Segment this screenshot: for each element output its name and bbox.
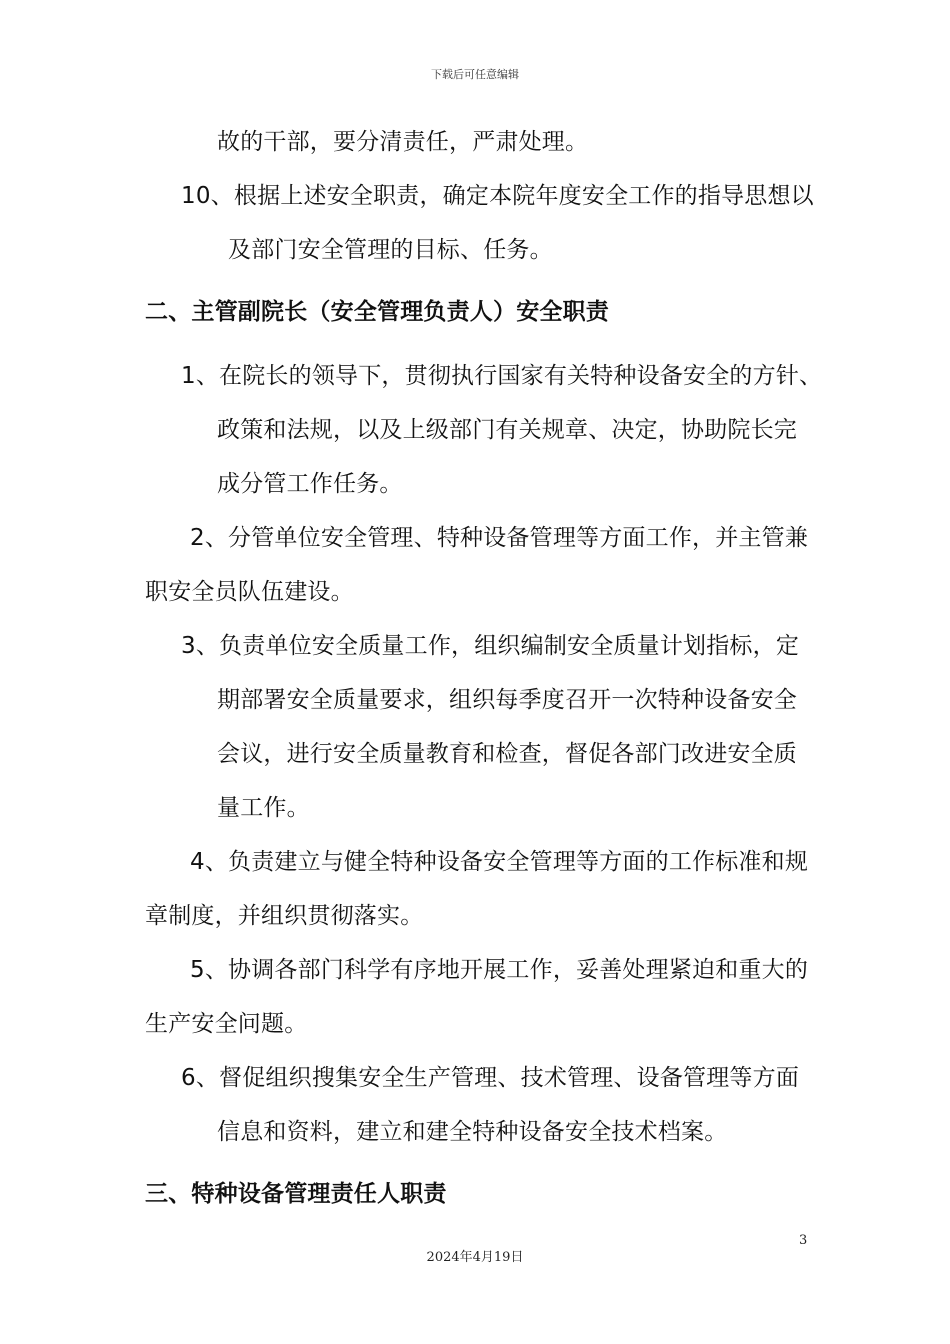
body-line: 政策和法规，以及上级部门有关规章、决定，协助院长完 — [217, 417, 797, 443]
body-line: 生产安全问题。 — [145, 1011, 308, 1037]
body-line: 会议，进行安全质量教育和检查，督促各部门改进安全质 — [217, 741, 797, 767]
page-footer-date: 2024年4月19日 — [426, 1250, 524, 1265]
body-line: 成分管工作任务。 — [217, 471, 403, 497]
body-line: 职安全员队伍建设。 — [145, 579, 354, 605]
body-line: 期部署安全质量要求，组织每季度召开一次特种设备安全 — [217, 687, 797, 713]
body-line: 信息和资料，建立和建全特种设备安全技术档案。 — [217, 1119, 728, 1145]
list-item-6: 6、督促组织搜集安全生产管理、技术管理、设备管理等方面 — [181, 1065, 800, 1091]
body-line: 量工作。 — [217, 795, 310, 821]
section-heading-3: 三、特种设备管理责任人职责 — [145, 1181, 447, 1207]
body-line: 章制度，并组织贯彻落实。 — [145, 903, 424, 929]
list-item-2: 2、分管单位安全管理、特种设备管理等方面工作，并主管兼 — [190, 525, 809, 551]
page-number: 3 — [799, 1233, 808, 1248]
body-line: 及部门安全管理的目标、任务。 — [228, 237, 553, 263]
page-header: 下载后可任意编辑 — [431, 68, 519, 81]
list-item-3: 3、负责单位安全质量工作，组织编制安全质量计划指标，定 — [181, 633, 800, 659]
body-line: 故的干部，要分清责任，严肃处理。 — [217, 129, 589, 155]
list-item-1: 1、在院长的领导下，贯彻执行国家有关特种设备安全的方针、 — [181, 363, 823, 389]
section-heading-2: 二、主管副院长（安全管理负责人）安全职责 — [145, 299, 609, 325]
list-item-4: 4、负责建立与健全特种设备安全管理等方面的工作标准和规 — [190, 849, 809, 875]
list-item-5: 5、协调各部门科学有序地开展工作，妥善处理紧迫和重大的 — [190, 957, 809, 983]
list-item-10: 10、根据上述安全职责，确定本院年度安全工作的指导思想以 — [181, 183, 814, 209]
